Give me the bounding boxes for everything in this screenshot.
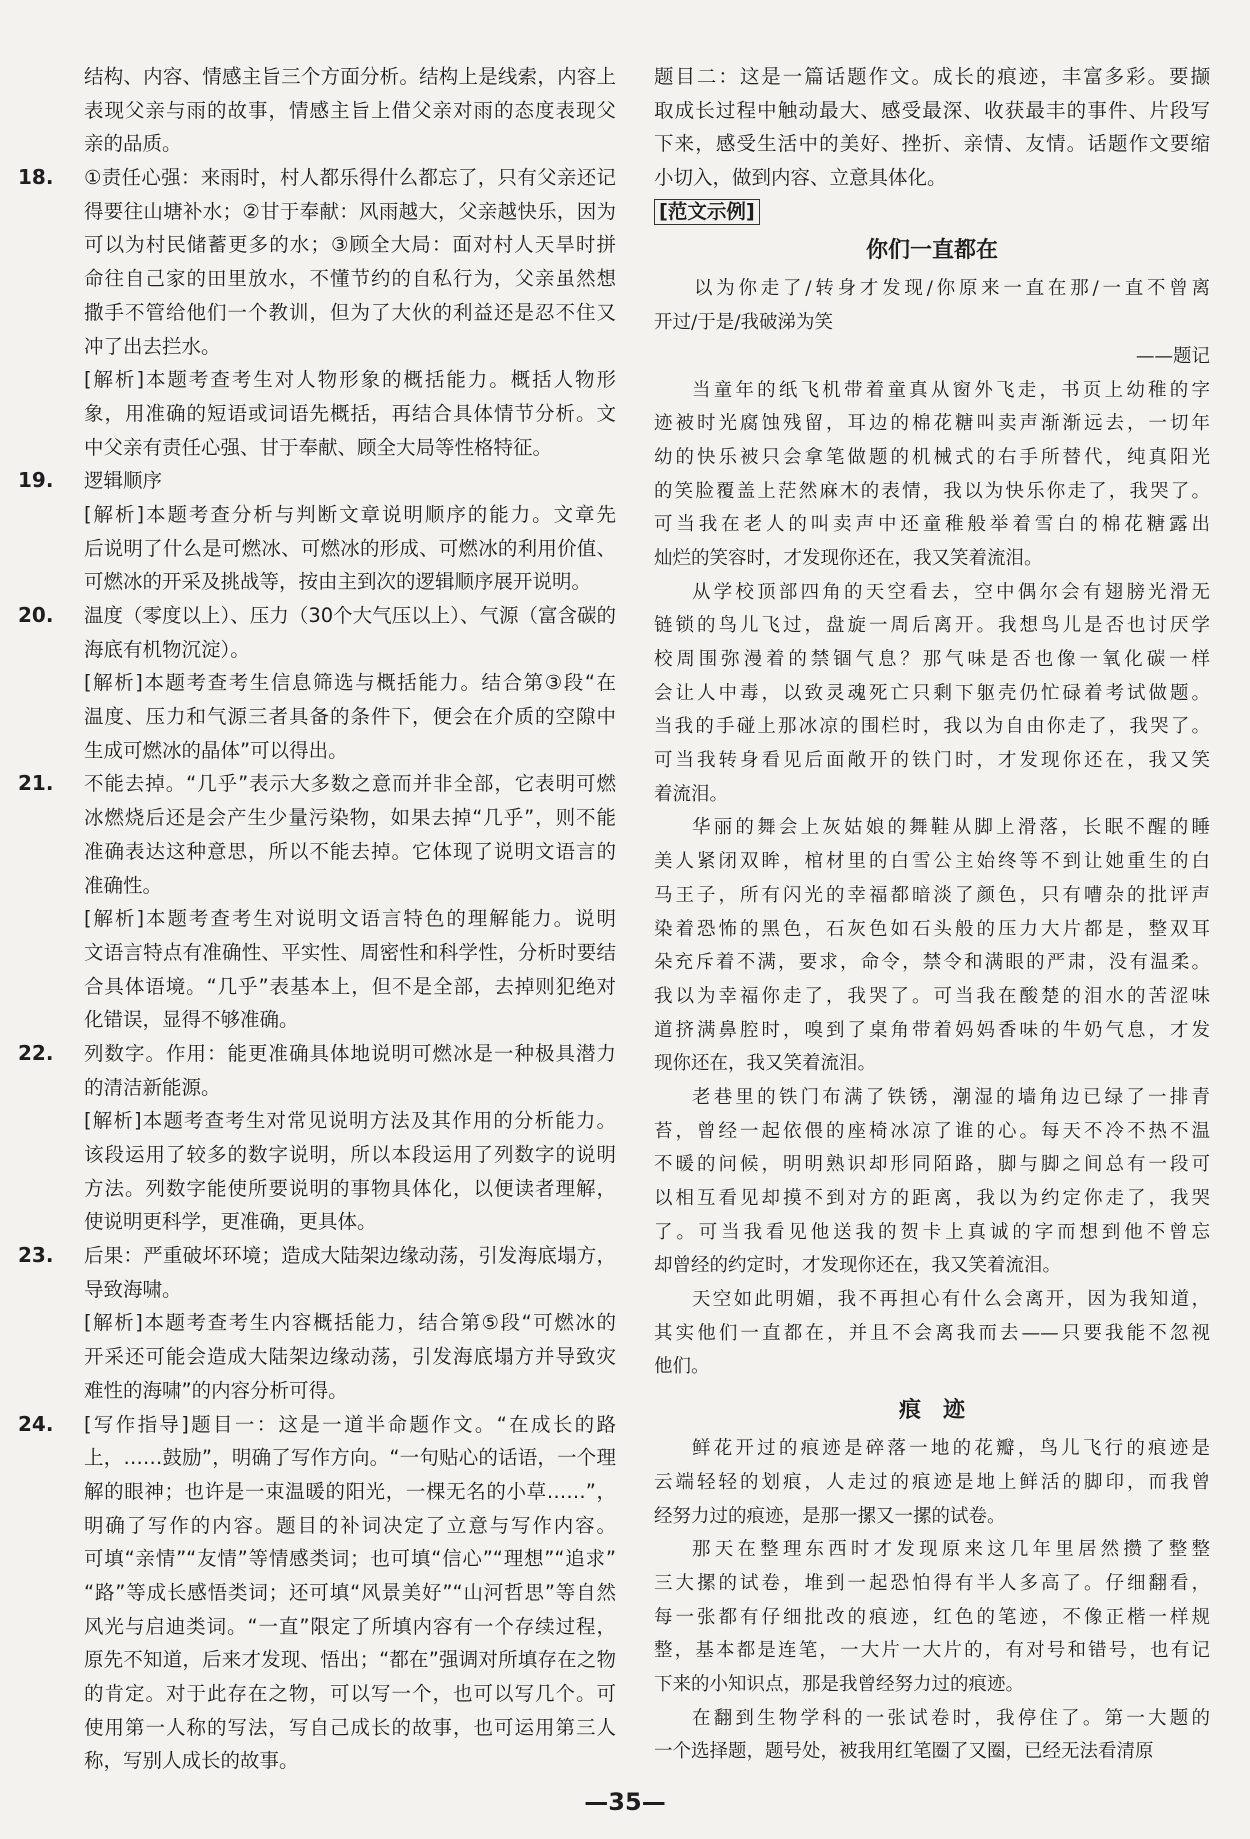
- answer-line: 的肯定。对于此存在之物，可以写一个，也可以写几个。可: [84, 1682, 616, 1705]
- essay-line: 一个选择题，题号处，被我用红笔圈了又圈，已经无法看清原: [654, 1741, 1154, 1763]
- essay-line: 灿烂的笑容时，才发现你还在，我又笑着流泪。: [654, 547, 1043, 569]
- answer-number: 19.: [18, 468, 54, 493]
- answer-item: [18, 1239, 616, 1407]
- answer-line: 列数字。作用：能更准确具体地说明可燃冰是一种极具潜力: [84, 1041, 616, 1065]
- answer-line: 可填“亲情”“友情”等情感类词；也可填“信心”“理想”“追求”: [84, 1547, 616, 1571]
- essay-line: 当童年的纸飞机带着童真从窗外飞走，书页上幼稚的字: [692, 379, 1210, 401]
- essay-line: 我以为幸福你走了，我哭了。可当我在酸楚的泪水的苦涩味: [654, 985, 1210, 1007]
- answer-line: 原先不知道，后来才发现、悟出；“都在”强调对所填存在之物: [84, 1648, 616, 1672]
- page-number: —35—: [584, 1788, 666, 1816]
- essay-line: 马王子，所有闪光的幸福都暗淡了颜色，只有嘈杂的批评声: [654, 884, 1210, 906]
- answer-line: 称，写别人成长的故事。: [84, 1749, 299, 1773]
- answer-number: 20.: [18, 603, 54, 627]
- essay-line: 苔，曾经一起依偎的座椅冰凉了谁的心。每天不冷不热不温: [654, 1120, 1210, 1142]
- analysis-line: 化错误，显得不够准确。: [84, 1008, 299, 1032]
- essay-line: 天空如此明媚，我不再担心有什么会离开，因为我知道，: [692, 1289, 1210, 1311]
- intro-line: 结构、内容、情感主旨三个方面分析。结构上是线索，内容上: [84, 65, 616, 88]
- essay-line: 的笑脸覆盖上茫然麻木的表情，我以为快乐你走了，我哭了。: [654, 480, 1210, 502]
- essay-line: 他们。: [654, 1356, 710, 1378]
- guide-line: 取成长过程中触动最大、感受最深、收获最丰的事件、片段写: [654, 98, 1210, 122]
- guide-line: 小切入，做到内容、立意具体化。: [654, 166, 947, 190]
- analysis-line: [解析]本题考查考生对说明文语言特色的理解能力。说明: [84, 907, 616, 931]
- essay-line: 可当我转身看见后面敞开的铁门时，才发现你还在，我又笑: [654, 750, 1210, 772]
- essay-title-2: 痕 迹: [898, 1397, 965, 1424]
- essay-line: 校周围弥漫着的禁锢气息？那气味是否也像一氧化碳一样: [654, 649, 1210, 670]
- answer-number: 22.: [18, 1040, 54, 1065]
- essay-line: 现你还在，我又笑着流泪。: [654, 1053, 877, 1075]
- intro-line: 表现父亲与雨的故事，情感主旨上借父亲对雨的态度表现父: [84, 98, 616, 122]
- answer-item: [18, 599, 616, 767]
- epigraph-line: 开过/于是/我破涕为笑: [654, 312, 833, 334]
- analysis-line: 难性的海啸”的内容分析可得。: [84, 1378, 348, 1402]
- guide-line: 题目二：这是一篇话题作文。成长的痕迹，丰富多彩。要撷: [654, 65, 1210, 88]
- answer-line: 命往自己家的田里放水，不懂节约的自私行为，父亲虽然想: [84, 267, 616, 291]
- answer-line: 准确性。: [84, 873, 163, 897]
- answer-line: 使用第一人称的写法，写自己成长的故事，也可运用第三人: [84, 1715, 616, 1739]
- essay-line: 整，基本都是连笔，一大片一大片的，有对号和错号，也有记: [654, 1640, 1210, 1662]
- analysis-line: [解析]本题考查考生对常见说明方法及其作用的分析能力。: [84, 1109, 616, 1133]
- answer-line: 不能去掉。“几乎”表示大多数之意而并非全部，它表明可燃: [84, 772, 616, 796]
- answer-line: 上，……鼓励”，明确了写作方向。“一句贴心的话语，一个理: [84, 1446, 616, 1470]
- essay-line: 经努力过的痕迹，是那一摞又一摞的试卷。: [654, 1505, 1006, 1527]
- essay-line: 下来的小知识点，那是我曾经努力过的痕迹。: [654, 1673, 1025, 1695]
- analysis-line: 可燃冰的开采及挑战等，按由主到次的逻辑顺序展开说明。: [84, 570, 592, 594]
- analysis-line: 后说明了什么是可燃冰、可燃冰的形成、可燃冰的利用价值、: [84, 536, 616, 560]
- answer-line: 撒手不管给他们一个教训，但为了大伙的利益还是忍不住又: [84, 300, 616, 324]
- left-column: [18, 60, 616, 1778]
- analysis-line: 使说明更科学，更准确，更具体。: [84, 1210, 377, 1234]
- answer-line: 海底有机物沉淀）。: [84, 637, 250, 661]
- answer-line: 得要往山塘补水；②甘于奉献：风雨越大，父亲越快乐，因为: [84, 199, 616, 223]
- sample-tag-row: [654, 195, 1210, 229]
- essay-line: 每一张都有仔细批改的痕迹，红色的笔迹，不像正楷一样规: [654, 1606, 1210, 1628]
- answer-number: 21.: [18, 771, 54, 796]
- epigraph-line: 以为你走了/转身才发现/你原来一直在那/一直不曾离: [694, 278, 1210, 300]
- analysis-line: [解析]本题考查考生内容概括能力，结合第⑤段“可燃冰的: [84, 1311, 616, 1335]
- essay-line: 却曾经的约定时，才发现你还在，我又笑着流泪。: [654, 1255, 1062, 1277]
- analysis-line: [解析]本题考查分析与判断文章说明顺序的能力。文章先: [84, 502, 616, 526]
- analysis-line: 开采还可能会造成大陆架边缘动荡，引发海底塌方并导致灾: [84, 1345, 616, 1369]
- answer-line: “路”等成长感悟类词；还可填“风景美好”“山河哲思”等自然: [84, 1580, 616, 1604]
- answer-line: 导致海啸。: [84, 1277, 182, 1301]
- sample-tag: [范文示例]: [654, 199, 760, 225]
- essay-line: 了。可当我看见他送我的贺卡上真诚的字而想到他不曾忘: [654, 1221, 1210, 1243]
- answer-line: 冰燃烧后还是会产生少量污染物，如果去掉“几乎”，则不能: [84, 806, 616, 830]
- analysis-line: 生成可燃冰的晶体”可以得出。: [84, 738, 348, 762]
- epigraph-signature: ——题记: [1135, 345, 1210, 367]
- analysis-line: [解析]本题考查考生信息筛选与概括能力。结合第③段“在: [84, 671, 616, 695]
- answer-line: 准确表达这种意思，所以不能去掉。它体现了说明文语言的: [84, 839, 616, 863]
- analysis-line: [解析]本题考查考生对人物形象的概括能力。概括人物形: [84, 368, 616, 392]
- intro-line: 亲的品质。: [84, 132, 182, 156]
- answer-line: 明确了写作的内容。题目的补词决定了立意与写作内容。: [84, 1513, 616, 1537]
- essay-line: 老巷里的铁门布满了铁锈，潮湿的墙角边已绿了一排青: [692, 1086, 1210, 1108]
- essay-line: 会让人中毒，以致灵魂死亡只剩下躯壳仍忙碌着考试做题。: [654, 682, 1210, 704]
- essay-title: 你们一直都在: [865, 237, 998, 264]
- analysis-line: 该段运用了较多的数字说明，所以本段运用了列数字的说明: [84, 1143, 616, 1166]
- essay-line: 迹被时光腐蚀残留，耳边的棉花糖叫卖声渐渐远去，一切年: [654, 413, 1210, 435]
- analysis-line: 文语言特点有准确性、平实性、周密性和科学性，分析时要结: [84, 940, 616, 964]
- answer-item: [18, 464, 616, 599]
- analysis-line: 方法。列数字能使所要说明的事物具体化，以便读者理解，: [84, 1176, 616, 1200]
- essay-line: 从学校顶部四角的天空看去，空中偶尔会有翅膀光滑无: [692, 581, 1210, 603]
- essay-line: 华丽的舞会上灰姑娘的舞鞋从脚上滑落，长眠不醒的睡: [692, 817, 1210, 839]
- analysis-line: 温度、压力和气源三者具备的条件下，便会在介质的空隙中: [84, 705, 616, 729]
- answer-line: 后果：严重破坏环境；造成大陆架边缘动荡，引发海底塌方，: [84, 1244, 616, 1268]
- guide-line: 下来，感受生活中的美好、挫折、亲情、友情。话题作文要缩: [654, 132, 1210, 156]
- essay-line: 美人紧闭双眸，棺材里的白雪公主始终等不到让她重生的白: [654, 851, 1210, 873]
- right-column: [654, 60, 1210, 1769]
- essay-line: 鲜花开过的痕迹是碎落一地的花瓣，鸟儿飞行的痕迹是: [692, 1438, 1210, 1460]
- answer-number: 24.: [18, 1411, 54, 1436]
- analysis-line: 象，用准确的短语或词语先概括，再结合具体情节分析。文: [84, 401, 616, 425]
- essay-line: 链锁的鸟儿飞过，盘旋一周后离开。我想鸟儿是否也讨厌学: [654, 615, 1210, 637]
- essay-line: 那天在整理东西时才发现原来这几年里居然攒了整整: [692, 1539, 1210, 1561]
- essay-line: 朵充斥着不满，要求，命令，禁令和满眼的严肃，没有温柔。: [654, 952, 1210, 974]
- answer-line: 风光与启迪类词。“一直”限定了所填内容有一个存续过程，: [84, 1614, 616, 1638]
- essay-line: 着流泪。: [654, 783, 729, 805]
- answer-line: 的清洁新能源。: [84, 1075, 221, 1099]
- answer-item: [18, 161, 616, 464]
- essay-line: 可当我在老人的叫卖声中还童稚般举着雪白的棉花糖露出: [654, 514, 1210, 536]
- analysis-line: 合具体语境。“几乎”表基本上，但不是全部，去掉则犯绝对: [84, 974, 616, 998]
- essay-line: 不暖的问候，明明熟识却形同陌路，脚与脚之间总有一段可: [654, 1154, 1210, 1176]
- answer-line: 逻辑顺序: [84, 469, 163, 493]
- essay-line: 在翻到生物学科的一张试卷时，我停住了。第一大题的: [692, 1707, 1210, 1729]
- answer-line: ①责任心强：来雨时，村人都乐得什么都忘了，只有父亲还记: [84, 166, 616, 190]
- essay-line: 道挤满鼻腔时，嗅到了桌角带着妈妈香味的牛奶气息，才发: [654, 1019, 1210, 1041]
- answer-line: [写作指导]题目一：这是一道半命题作文。“在成长的路: [84, 1412, 616, 1436]
- answer-line: 解的眼神；也许是一束温暖的阳光，一棵无名的小草……”，: [84, 1479, 616, 1503]
- answer-item: [18, 767, 616, 1037]
- answer-number: 23.: [18, 1243, 54, 1268]
- answer-line: 冲了出去拦水。: [84, 334, 221, 358]
- essay-line: 云端轻轻的划痕，人走过的痕迹是地上鲜活的脚印，而我曾: [654, 1471, 1210, 1493]
- answer-item: [18, 1037, 616, 1239]
- answer-line: 可以为村民储蓄更多的水；③顾全大局：面对村人天旱时拼: [84, 233, 616, 257]
- analysis-line: 中父亲有责任心强、甘于奉献、顾全大局等性格特征。: [84, 435, 553, 459]
- answer-number: 18.: [18, 165, 54, 190]
- essay-line: 其实他们一直都在，并且不会离我而去——只要我能不忽视: [654, 1322, 1210, 1344]
- answer-item: [18, 1408, 616, 1779]
- essay-line: 幼的快乐被只会拿笔做题的机械式的右手所替代，纯真阳光: [654, 446, 1210, 468]
- essay-line: 三大摞的试卷，堆到一起恐怕得有半人多高了。仔细翻看，: [654, 1572, 1210, 1594]
- essay-line: 当我的手碰上那冰凉的围栏时，我以为自由你走了，我哭了。: [654, 716, 1210, 738]
- essay-line: 染着恐怖的黑色，石灰色如石头般的压力大片都是，整双耳: [654, 918, 1210, 940]
- answer-line: 温度（零度以上）、压力（30个大气压以上）、气源（富含碳的: [84, 604, 616, 627]
- essay-line: 以相互看见却摸不到对方的距离，我以为约定你走了，我哭: [654, 1188, 1210, 1209]
